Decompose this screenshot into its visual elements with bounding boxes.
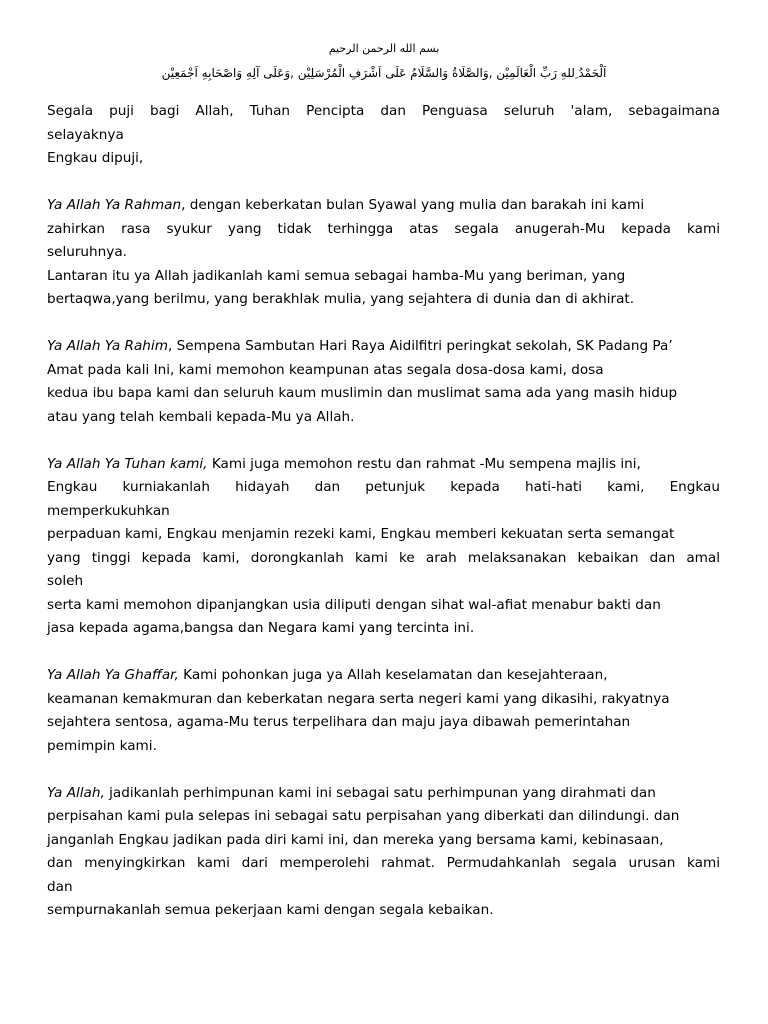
text-line: [47, 335, 720, 359]
bismillah-heading: بسم الله الرحمن الرحيم: [328, 42, 440, 55]
paragraph: [47, 664, 720, 758]
invocation-text: Ya Allah,: [47, 784, 105, 801]
text-line: dan menyingkirkan kami dari memperolehi rahmat. Permudahkanlah segala urusan kami: [47, 855, 720, 871]
text-line: Engkau kurniakanlah hidayah dan petunjuk kepada hati-hati kami, Engkau: [47, 479, 720, 495]
text-line: selayaknya: [47, 126, 124, 143]
paragraph: [47, 453, 720, 641]
invocation-text: Ya Allah Ya Rahman: [47, 197, 182, 213]
invocation-text: Ya Allah Ya Rahim: [47, 338, 168, 354]
paragraph: [47, 194, 720, 312]
paragraph: [47, 335, 720, 429]
invocation-text: Ya Allah Ya Ghaffar,: [47, 667, 179, 683]
line-text: Kami pohonkan juga ya Allah keselamatan dan kesejahteraan,: [178, 667, 608, 683]
text-line: [47, 453, 720, 477]
text-line: yang tinggi kepada kami, dorongkanlah kami ke arah melaksanakan kebaikan dan amal: [47, 549, 720, 566]
text-line: [47, 194, 720, 218]
text-line: perpaduan kami, Engkau menjamin rezeki kami, Engkau memberi kekuatan serta semangat: [47, 526, 675, 542]
text-line: bertaqwa,yang berilmu, yang berakhlak mulia, yang sejahtera di dunia dan di akhirat.: [47, 291, 635, 307]
text-line: jasa kepada agama,bangsa dan Negara kami yang tercinta ini.: [47, 620, 475, 636]
text-line: atau yang telah kembali kepada-Mu ya Allah.: [47, 408, 355, 425]
text-line: sempurnakanlah semua pekerjaan kami dengan segala kebaikan.: [47, 902, 494, 918]
doa-body: [47, 100, 720, 946]
text-line: zahirkan rasa syukur yang tidak terhingga atas segala anugerah-Mu kepada kami: [47, 220, 720, 237]
text-line: dan: [47, 878, 73, 895]
text-line: janganlah Engkau jadikan pada diri kami ini, dan mereka yang bersama kami, kebinasaan,: [47, 831, 664, 848]
text-line: sejahtera sentosa, agama-Mu terus terpelihara dan maju jaya dibawah pemerintahan: [47, 714, 631, 730]
paragraph: [47, 782, 720, 923]
text-line: kedua ibu bapa kami dan seluruh kaum muslimin dan muslimat sama ada yang masih hidup: [47, 385, 678, 401]
line-text: Kami juga memohon restu dan rahmat -Mu sempena majlis ini,: [207, 455, 641, 472]
text-line: [47, 782, 720, 806]
line-text: jadikanlah perhimpunan kami ini sebagai satu perhimpunan yang dirahmati dan: [104, 784, 656, 801]
line-text: , dengan keberkatan bulan Syawal yang mulia dan barakah ini kami: [181, 197, 645, 213]
text-line: keamanan kemakmuran dan keberkatan negara serta negeri kami yang dikasihi, rakyatnya: [47, 690, 670, 707]
paragraph: [47, 100, 720, 171]
text-line: serta kami memohon dipanjangkan usia diliputi dengan sihat wal-afiat menabur bakti dan: [47, 596, 661, 613]
text-line: Engkau dipuji,: [47, 150, 144, 166]
text-line: memperkukuhkan: [47, 502, 170, 519]
text-line: perpisahan kami pula selepas ini sebagai satu perpisahan yang diberkati dan dilindungi. dan: [47, 808, 680, 824]
text-line: [47, 664, 720, 688]
text-line: Lantaran itu ya Allah jadikanlah kami semua sebagai hamba-Mu yang beriman, yang: [47, 267, 626, 284]
text-line: pemimpin kami.: [47, 737, 157, 754]
text-line: seluruhnya.: [47, 244, 127, 260]
invocation-text: Ya Allah Ya Tuhan kami,: [47, 455, 208, 472]
text-line: Segala puji bagi Allah, Tuhan Pencipta dan Penguasa seluruh 'alam, sebagaimana: [47, 103, 720, 119]
line-text: , Sempena Sambutan Hari Raya Aidilfitri peringkat sekolah, SK Padang Pa’: [167, 338, 673, 354]
text-line: soleh: [47, 573, 84, 589]
salawat-heading: اَلْحَمْدُ ِللهِ رَبِّ الْعَالَمِيْن ,وَالصَّلَاةُ وَالسَّلَامُ عَلَى اَشْرَفِ الْمُرْسَلِيْن ,وَعَلَى آلِهِ وَاصْحَابِهِ اَجْمَعِيْن: [161, 66, 607, 80]
text-line: Amat pada kali Ini, kami memohon keampunan atas segala dosa-dosa kami, dosa: [47, 361, 604, 378]
